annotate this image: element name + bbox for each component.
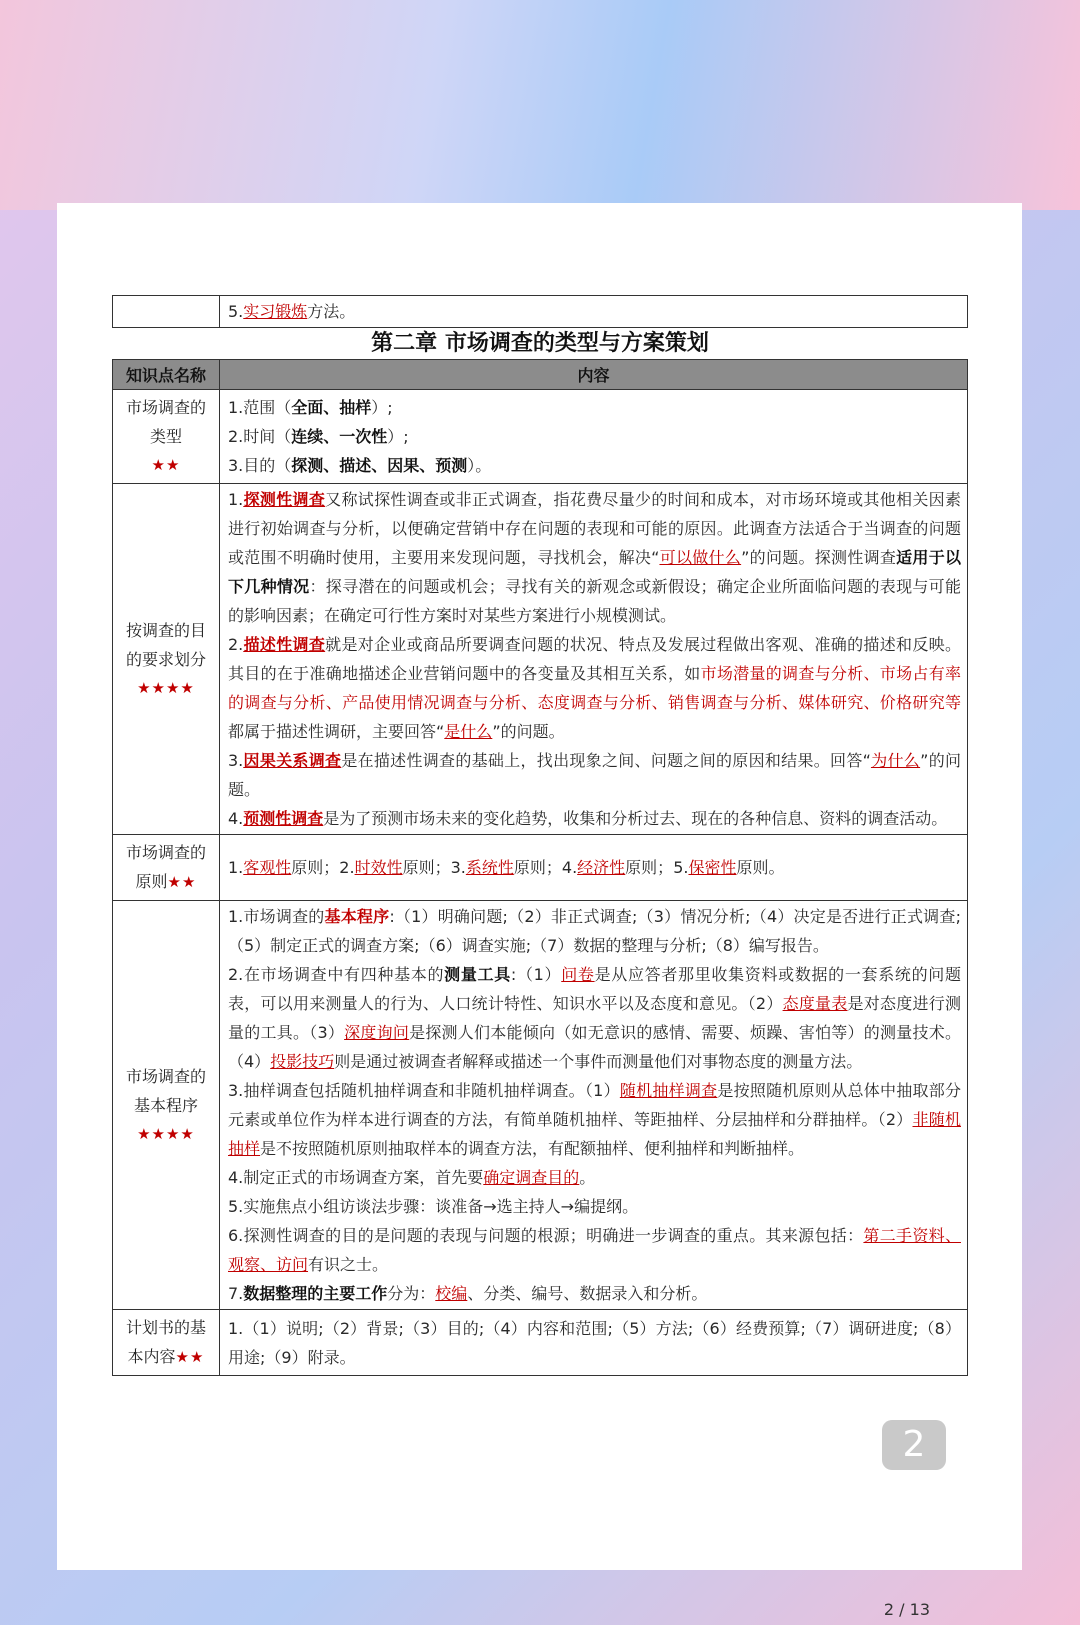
importance-stars: ★★★★ <box>137 678 195 697</box>
chapter-title: 第二章 市场调查的类型与方案策划 <box>371 331 709 356</box>
paragraph: 1.探测性调查又称试探性调查或非正式调查，指花费尽量少的时间和成本，对市场环境或其他相关因素进行初始调查与分析，以便确定营销中存在问题的表现和可能的原因。此调查方法适合于当调查的问题或范围不明确时使用，主要用来发现问题，寻找机会，解决“可以做什么”的问题。探测性调查适用于以下几种情况：探寻潜在的问题或机会；寻找有关的新观念或新假设；确定企业所面临问题的表现与可能的影响因素；在确定可行性方案时对某些方案进行小规模测试。 <box>228 490 961 625</box>
topic-name-cell: 计划书的基 本内容★★ <box>113 1310 220 1376</box>
paragraph: 4.制定正式的市场调查方案，首先要确定调查目的。 <box>228 1168 596 1187</box>
table-row <box>113 1310 968 1376</box>
content-cell: 1.（1）说明;（2）背景;（3）目的;（4）内容和范围;（5）方法;（6）经费预算;（7）调研进度;（8）用途;（9）附录。 <box>220 1310 968 1376</box>
paragraph: 4.预测性调查是为了预测市场未来的变化趋势，收集和分析过去、现在的各种信息、资料的调查活动。 <box>228 809 948 828</box>
highlight-term: 实习锻炼 <box>243 302 308 321</box>
column-header-name: 知识点名称 <box>113 360 220 390</box>
importance-stars: ★★ <box>175 1348 205 1366</box>
paragraph: 3.抽样调查包括随机抽样调查和非随机抽样调查。（1）随机抽样调查是按照随机原则从总体中抽取部分元素或单位作为样本进行调查的方法，有简单随机抽样、等距抽样、分层抽样和分群抽样。（2）非随机抽样是不按照随机原则抽取样本的调查方法，有配额抽样、便利抽样和判断抽样。 <box>228 1081 961 1158</box>
content-cell <box>220 484 968 835</box>
table-row <box>113 901 968 1310</box>
background-gradient <box>0 0 1080 210</box>
paragraph: 7.数据整理的主要工作分为：校编、分类、编号、数据录入和分析。 <box>228 1284 708 1303</box>
table-row <box>113 484 968 835</box>
table-header-row <box>113 360 968 390</box>
topic-name-cell: 市场调查的 类型 ★★ <box>113 390 220 484</box>
content-cell <box>220 901 968 1310</box>
content-cell: 1.客观性原则；2.时效性原则；3.系统性原则；4.经济性原则；5.保密性原则。 <box>220 835 968 901</box>
paragraph: 5.实施焦点小组访谈法步骤：谈准备→选主持人→编提纲。 <box>228 1197 639 1216</box>
paragraph: 1.市场调查的基本程序:（1）明确问题;（2）非正式调查;（3）情况分析;（4）决定是否进行正式调查;（5）制定正式的调查方案;（6）调查实施;（7）数据的整理与分析;（8）编写报告。 <box>228 907 961 955</box>
content-cell: 5.实习锻炼方法。 <box>220 296 968 328</box>
table-row <box>113 835 968 901</box>
column-header-content: 内容 <box>220 360 968 390</box>
page-content <box>112 295 968 1376</box>
topic-name-cell: 市场调查的 基本程序 ★★★★ <box>113 901 220 1310</box>
top-fragment-table <box>112 295 968 328</box>
topic-name-cell: 按调查的目 的要求划分 ★★★★ <box>113 484 220 835</box>
page-number-badge[interactable]: 2 <box>882 1420 946 1470</box>
paragraph: 3.因果关系调查是在描述性调查的基础上，找出现象之间、问题之间的原因和结果。回答“为什么”的问题。 <box>228 751 961 799</box>
table-row <box>113 390 968 484</box>
document-page <box>57 203 1022 1619</box>
paragraph: 6.探测性调查的目的是问题的表现与问题的根源；明确进一步调查的重点。其来源包括：第二手资料、观察、访问有识之士。 <box>228 1226 961 1274</box>
paragraph: 2.描述性调查就是对企业或商品所要调查问题的状况、特点及发展过程做出客观、准确的描述和反映。其目的在于准确地描述企业营销问题中的各变量及其相互关系，如市场潜量的调查与分析、市场占有率的调查与分析、产品使用情况调查与分析、态度调查与分析、销售调查与分析、媒体研究、价格研究等都属于描述性调研，主要回答“是什么”的问题。 <box>228 635 961 741</box>
importance-stars: ★★★★ <box>137 1124 195 1143</box>
content-cell: 1.范围（全面、抽样）; 2.时间（连续、一次性）; 3.目的（探测、描述、因果、预测）。 <box>220 390 968 484</box>
importance-stars: ★★ <box>167 873 197 891</box>
knowledge-table <box>112 359 968 1376</box>
importance-stars: ★★ <box>151 456 181 474</box>
table-row <box>113 296 968 328</box>
paragraph: 2.在市场调查中有四种基本的测量工具:（1）问卷是从应答者那里收集资料或数据的一套系统的问题表，可以用来测量人的行为、人口统计特性、知识水平以及态度和意见。（2）态度量表是对态度进行测量的工具。（3）深度询问是探测人们本能倾向（如无意识的感情、需要、烦躁、害怕等）的测量技术。（4）投影技巧则是通过被调查者解释或描述一个事件而测量他们对事物态度的测量方法。 <box>228 965 961 1071</box>
topic-name-cell: 市场调查的 原则★★ <box>113 835 220 901</box>
empty-name-cell <box>113 296 220 328</box>
page-indicator: 2 / 13 <box>883 1600 930 1619</box>
